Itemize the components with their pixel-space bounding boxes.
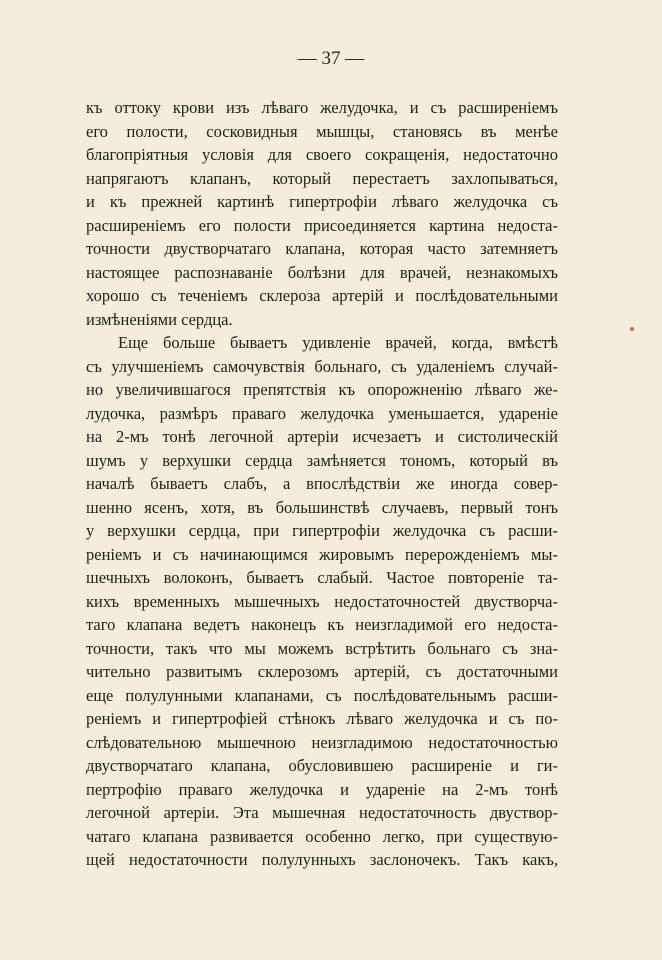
text-line: расширеніемъ его полости присоединяется картина недоста- xyxy=(86,215,558,235)
text-line: кихъ временныхъ мышечныхъ недостаточностей двустворча- xyxy=(86,591,558,611)
text-line: Еще больше бываетъ удивленіе врачей, когда, вмѣстѣ xyxy=(118,333,558,352)
text-line: шенно ясенъ, хотя, въ большинствѣ случаевъ, первый тонъ xyxy=(86,497,558,517)
text-line: точности, такъ что мы можемъ встрѣтить больнаго съ зна- xyxy=(86,638,558,658)
text-line: точности двустворчатаго клапана, которая часто затемняетъ xyxy=(86,239,558,258)
paragraph xyxy=(86,331,558,872)
text-line: щей недостаточности полулунныхъ заслоночекъ. Такъ какъ, xyxy=(86,850,558,869)
text-line: пертрофію праваго желудочка и удареніе на 2-мъ тонѣ xyxy=(86,779,558,799)
text-line: его полости, сосковидныя мышцы, становясь въ менѣе xyxy=(86,121,558,141)
text-line: хорошо съ теченіемъ склероза артерій и послѣдовательными xyxy=(86,286,558,305)
text-line: измѣненіями сердца. xyxy=(86,309,233,329)
text-line: легочной артеріи. Эта мышечная недостаточность двуствор- xyxy=(86,803,558,822)
text-line: лудочка, размѣръ праваго желудочка уменьшается, удареніе xyxy=(86,403,558,423)
text-line: съ улучшеніемъ самочувствія больнаго, съ удаленіемъ случай- xyxy=(86,356,558,376)
text-line: таго клапана ведетъ наконецъ къ неизгладимой его недоста- xyxy=(86,615,558,634)
paper-speck xyxy=(630,327,634,331)
text-line: къ оттоку крови изъ лѣваго желудочка, и съ расширеніемъ xyxy=(86,98,558,117)
page-number: — 37 — xyxy=(297,48,365,69)
paragraph xyxy=(86,96,558,331)
text-line: напрягаютъ клапанъ, который перестаетъ захлопываться, xyxy=(86,168,558,188)
text-line: но увеличившагося препятствія къ опорожненію лѣваго же- xyxy=(86,380,558,399)
text-line: началѣ бываетъ слабъ, а впослѣдствіи же иногда совер- xyxy=(86,474,558,493)
text-line: у верхушки сердца, при гипертрофіи желудочка съ расши- xyxy=(86,521,558,540)
text-line: и къ прежней картинѣ гипертрофіи лѣваго желудочка съ xyxy=(86,192,558,211)
text-line: шумъ у верхушки сердца замѣняется тономъ, который въ xyxy=(86,450,558,470)
text-line: двустворчатаго клапана, обусловившею расширеніе и ги- xyxy=(86,756,558,775)
text-line: чатаго клапана развивается особенно легко, при существую- xyxy=(86,826,558,846)
text-line: слѣдовательною мышечною неизгладимою недостаточностью xyxy=(86,732,558,752)
text-line: на 2-мъ тонѣ легочной артеріи исчезаетъ и систолическій xyxy=(86,427,558,446)
text-line: еще полулунными клапанами, съ послѣдовательнымъ расши- xyxy=(86,685,558,705)
text-line: настоящее распознаваніе болѣзни для врачей, незнакомыхъ xyxy=(86,262,558,282)
body-text xyxy=(86,96,558,872)
text-line: благопріятныя условія для своего сокращенія, недостаточно xyxy=(86,145,558,164)
text-line: реніемъ и гипертрофіей стѣнокъ лѣваго желудочка и съ по- xyxy=(86,709,558,728)
text-line: шечныхъ волоконъ, бываетъ слабый. Частое повтореніе та- xyxy=(86,568,558,587)
text-line: чительно развитымъ склерозомъ артерій, съ достаточными xyxy=(86,662,558,681)
text-line: реніемъ и съ начинающимся жировымъ перерожденіемъ мы- xyxy=(86,544,558,564)
